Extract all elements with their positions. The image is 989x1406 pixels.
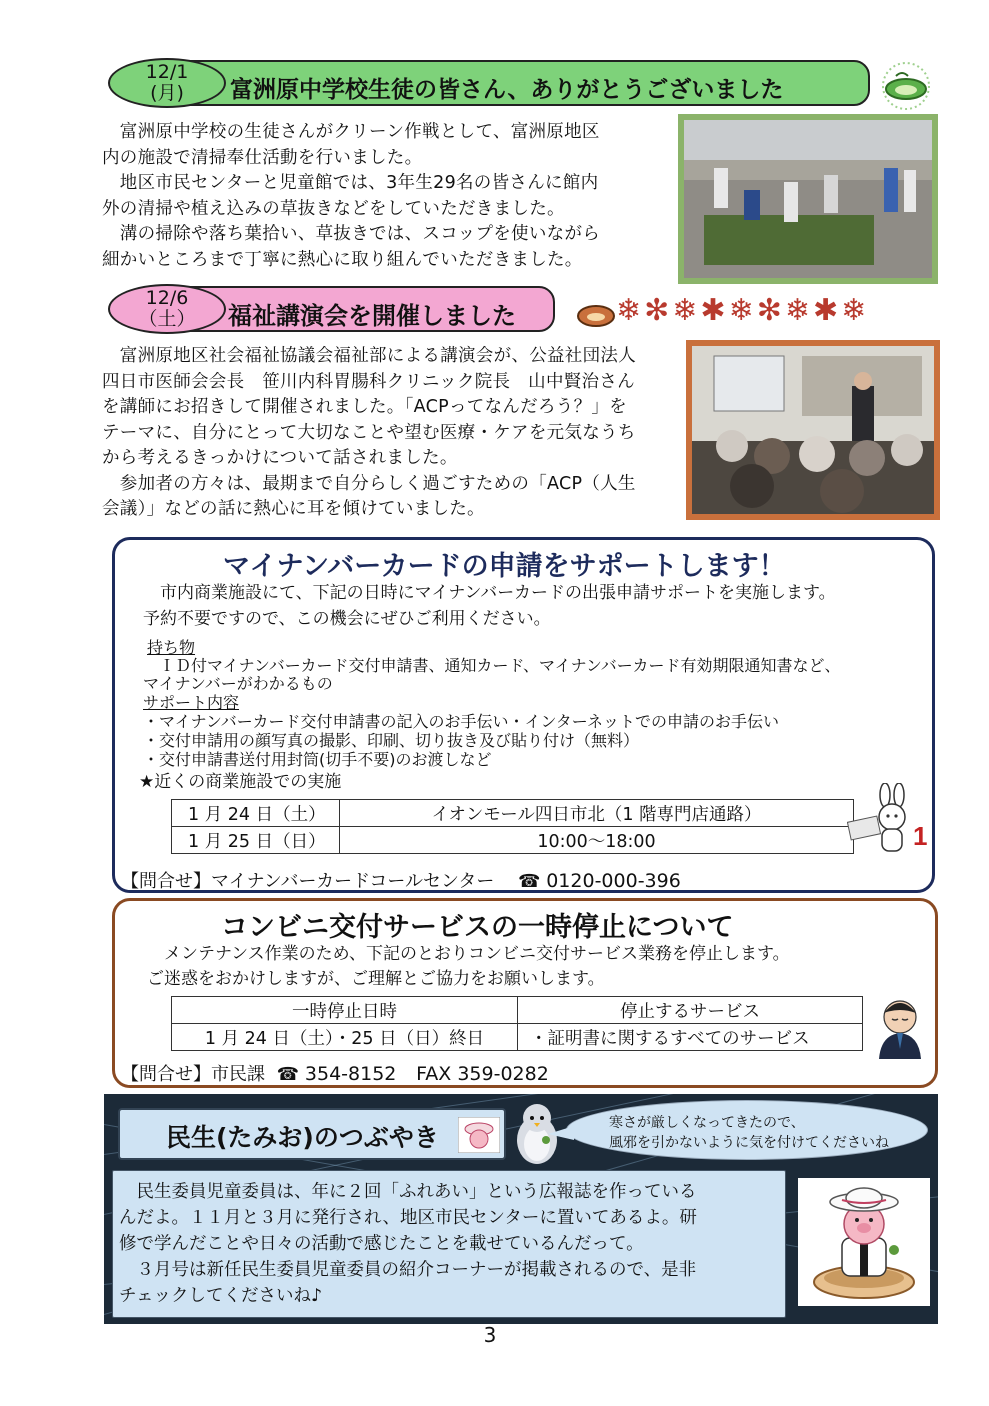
section1-body [102,120,682,273]
minsei-line: チェックしてくださいね♪ [119,1286,323,1306]
table-header: 一時停止日時 [172,997,518,1024]
minsei-title: 民生(たみお)のつぶやき [166,1123,439,1152]
section2-title-bar [170,286,555,332]
tamio-mascot-frame [798,1178,930,1306]
section2-line: から考えるきっかけについて話されました。 [102,448,458,468]
mynumber-notice [112,537,935,893]
tamio-mascot-icon [798,1178,930,1306]
section1-line: 内の施設で清掃奉仕活動を行いました。 [102,147,423,168]
leaf-icon [574,296,618,332]
konbini-table [171,996,863,1051]
konbini-intro-2: ご迷惑をおかけしますが、ご理解とご協力をお願いします。 [147,969,605,989]
section1-line: 地区市民センターと児童館では、3年生29名の皆さんに館内 [102,173,599,193]
section2-date: 12/6 [145,287,189,309]
konbini-notice [112,898,938,1088]
snowflake-icon: ✻ [644,293,673,328]
contact-label: 【問合せ】市民課 [121,1064,265,1085]
section1-title-bar [170,60,870,106]
section2-line: 四日市医師会会長 笹川内科胃腸科クリニック院長 山中賢治さん [102,371,635,392]
pig-badge-icon [458,1117,500,1153]
snowflake-icon: ❄ [784,293,813,328]
support-item: ・マイナンバーカード交付申請書の記入のお手伝い・インターネットでの申請のお手伝い [143,712,780,731]
snowflake-icon: ✱ [812,293,842,328]
minsei-body-box [112,1170,786,1318]
section1-date: 12/1 [145,61,189,83]
section1-title: 富洲原中学校生徒の皆さん、ありがとうございました [230,77,784,103]
snowflake-icon: ❄ [841,293,870,328]
konbini-contact [121,1060,549,1086]
section1-line: 富洲原中学校の生徒さんがクリーン作戦として、富洲原地区 [102,122,600,142]
table-cell-venue: イオンモール四日市北（1 階専門店通路） [340,800,854,827]
contact-label: 【問合せ】マイナンバーカードコールセンター [121,871,495,892]
section2-weekday: （土） [138,308,196,330]
minsei-line: んだよ。１１月と３月に発行され、地区市民センターに置いてあるよ。研 [119,1208,697,1228]
contact-tel: 0120-000-396 [546,870,681,892]
snowflake-icon: ❄ [616,293,645,328]
konbini-intro-1: メンテナンス作業のため、下記のとおりコンビニ交付サービス業務を停止します。 [147,944,790,964]
konbini-title: コンビニ交付サービスの一時停止について [221,912,734,943]
table-cell-date: 1 月 24 日（土） [172,800,340,827]
mynumber-title: マイナンバーカードの申請をサポートします！ [223,551,786,582]
table-cell-dates: 1 月 24 日（土）・25 日（日）終日 [172,1024,518,1051]
minsei-line: ３月号は新任民生委員児童委員の紹介コーナーが掲載されるので、是非 [119,1260,697,1280]
minsei-title-scroll [118,1108,506,1160]
snowflake-row [616,294,941,328]
snowflake-icon: ✻ [756,293,785,328]
rabbit-mascot-icon [847,783,931,859]
section2-line: 会議）」などの話に熱心に耳を傾けていました。 [102,499,485,519]
leaf-icon [874,62,938,110]
mynumber-intro-2: 予約不要ですので、この機会にぜひご利用ください。 [143,609,551,629]
section1-line: 溝の掃除や落ち葉拾い、草抜きでは、スコップを使いながら [102,224,601,244]
section1-line: 細かいところまで丁寧に熱心に取り組んでいただきました。 [102,249,583,270]
table-row [172,1024,863,1051]
support-label: サポート内容 [143,693,240,712]
snowflake-icon: ✱ [700,293,729,328]
page-number: 3 [483,1323,497,1347]
contact-fax: FAX 359-0282 [416,1063,549,1085]
section1-date-badge [108,58,226,108]
cleanup-photo [678,114,938,284]
table-row [172,800,854,827]
belongings-text-2: マイナンバーがわかるもの [143,674,333,693]
speech-bubble-tail [548,1124,574,1142]
mynumber-contact [121,867,681,893]
support-item: ・交付申請用の顔写真の撮影、印刷、切り抜き及び貼り付け（無料） [143,731,640,750]
belongings-text-1: ＩＤ付マイナンバーカード交付申請書、通知カード、マイナンバーカード有効期限通知書など、 [143,656,841,675]
section2-date-badge [108,284,226,334]
speech-bubble [566,1100,928,1160]
minsei-line: 修で学んだことや日々の活動で感じたことを載せているんだって。 [119,1234,644,1254]
section1-weekday: (月) [150,82,184,104]
section2-body [102,344,692,523]
snowflake-icon: ❄ [728,293,757,328]
table-cell-date: 1 月 25 日（日） [172,827,340,854]
table-cell-service: ・証明書に関するすべてのサービス [518,1024,863,1051]
table-header-row [172,997,863,1024]
table-cell-time: 10:00～18:00 [340,827,854,854]
mynumber-intro-1: 市内商業施設にて、下記の日時にマイナンバーカードの出張申請サポートを実施します。 [143,583,836,603]
svg-text:1: 1 [913,821,928,851]
bowing-staff-icon [873,995,927,1059]
section2-line: 参加者の方々は、最期まで自分らしく過ごすための「ACP（人生 [102,473,636,494]
section1-line: 外の清掃や植え込みの草抜きなどをしていただきました。 [102,198,565,219]
belongings-label: 持ち物 [147,638,196,657]
contact-tel: 354-8152 [304,1063,397,1085]
section2-line: テーマに、自分にとって大切なことや望む医療・ケアを元気なうち [102,422,636,443]
phone-icon: ☎ [276,1064,300,1085]
support-item: ・交付申請書送付用封筒(切手不要)のお渡しなど [143,750,492,769]
minsei-line: 民生委員児童委員は、年に２回「ふれあい」という広報誌を作っている [119,1182,697,1202]
speech-line-2: 風邪を引かないように気を付けてくださいね [609,1135,889,1151]
lecture-photo [686,340,940,520]
section2-line: 富洲原地区社会福祉協議会福祉部による講演会が、公益社団法人 [102,346,636,366]
venue-note: ★近くの商業施設での実施 [139,772,342,792]
snowflake-icon: ❄ [672,293,701,328]
phone-icon: ☎ [518,871,541,892]
table-header: 停止するサービス [518,997,863,1024]
mynumber-schedule-table [171,799,854,854]
table-row [172,827,854,854]
section2-title: 福祉講演会を開催しました [228,302,516,330]
speech-line-1: 寒さが厳しくなってきたので、 [609,1115,805,1131]
section2-line: を講師にお招きして開催されました。「ACPってなんだろう？」を [102,397,627,417]
